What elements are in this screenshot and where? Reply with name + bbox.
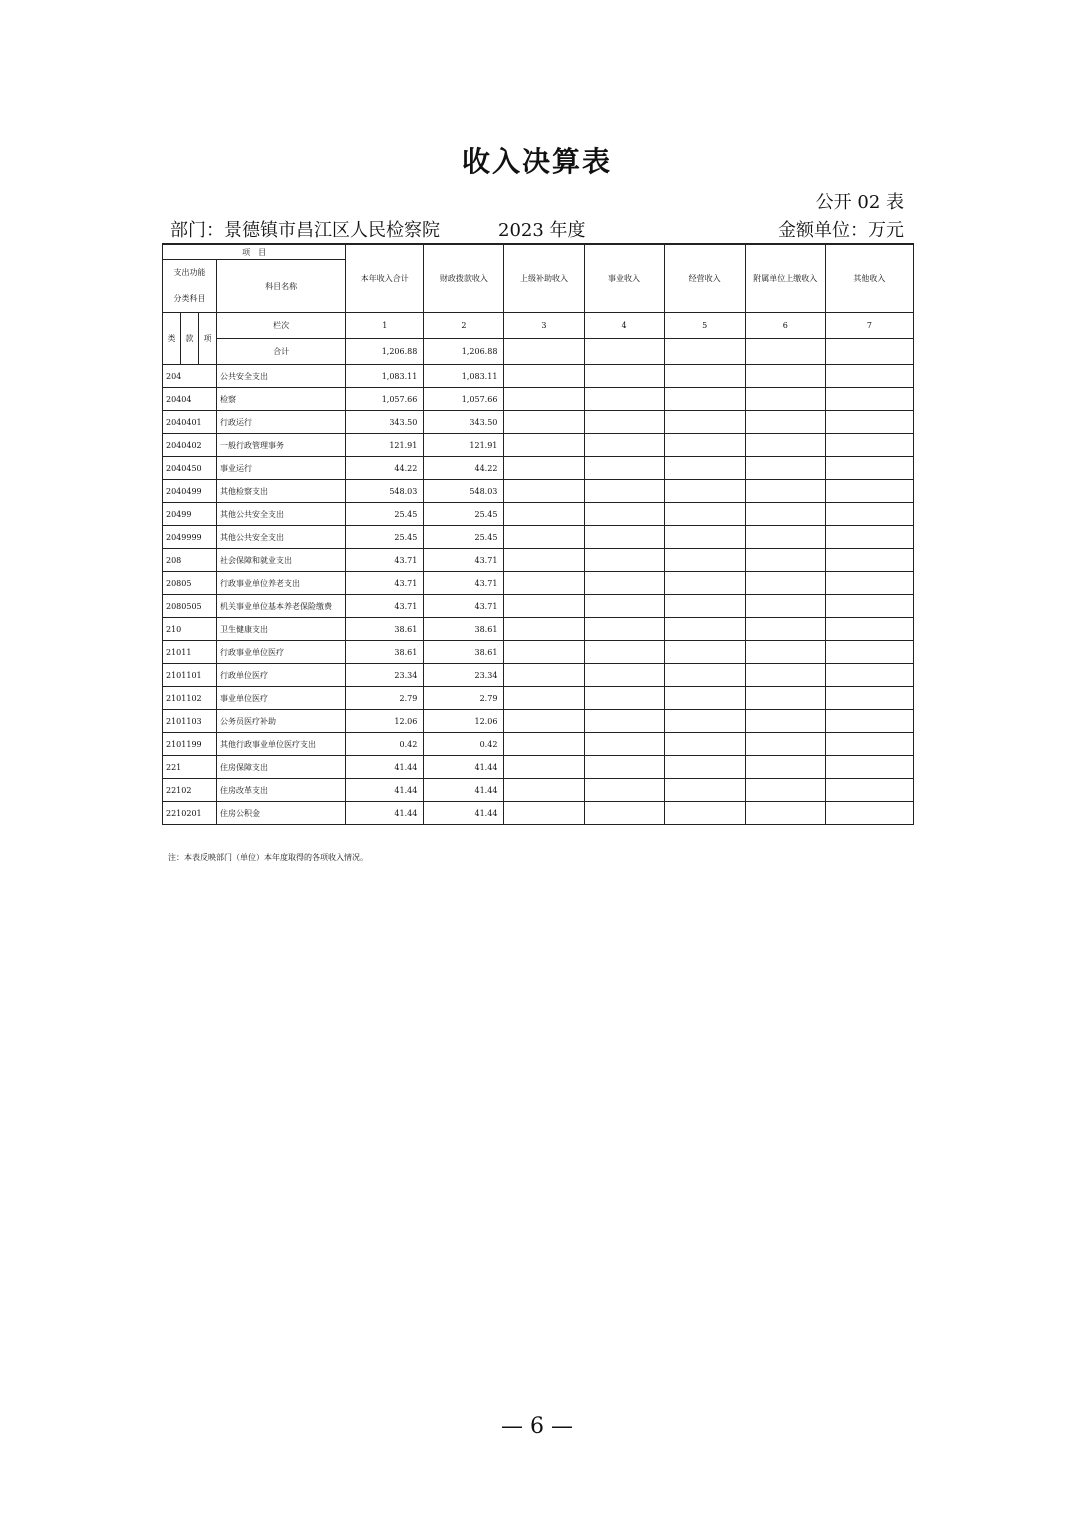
empty-cell xyxy=(825,618,913,641)
empty-cell xyxy=(745,641,825,664)
empty-cell xyxy=(825,779,913,802)
empty-cell xyxy=(584,434,664,457)
row-total: 43.71 xyxy=(346,572,424,595)
empty-cell xyxy=(825,365,913,388)
row-name: 其他公共安全支出 xyxy=(217,503,346,526)
col-number: 3 xyxy=(504,313,584,339)
row-fiscal: 1,083.11 xyxy=(424,365,504,388)
table-row xyxy=(163,779,914,802)
row-total: 1,057.66 xyxy=(346,388,424,411)
empty-cell xyxy=(825,549,913,572)
row-name: 其他公共安全支出 xyxy=(217,526,346,549)
empty-cell xyxy=(584,411,664,434)
empty-cell xyxy=(584,388,664,411)
row-name: 事业单位医疗 xyxy=(217,687,346,710)
department: 部门：景德镇市昌江区人民检察院 xyxy=(170,220,440,241)
empty-cell xyxy=(584,756,664,779)
row-fiscal: 25.45 xyxy=(424,526,504,549)
table-note: 注：本表反映部门（单位）本年度取得的各项收入情况。 xyxy=(168,853,368,862)
header-item: 项 目 xyxy=(163,244,346,260)
row-code: 2101102 xyxy=(163,687,217,710)
empty-cell xyxy=(745,756,825,779)
table-row xyxy=(163,503,914,526)
empty-cell xyxy=(504,503,584,526)
empty-cell xyxy=(584,526,664,549)
row-name: 机关事业单位基本养老保险缴费 xyxy=(217,595,346,618)
func-class-line2: 分类科目 xyxy=(173,294,206,303)
empty-cell xyxy=(745,339,825,365)
empty-cell xyxy=(664,388,745,411)
empty-cell xyxy=(504,618,584,641)
row-code: 204 xyxy=(163,365,217,388)
row-fiscal: 41.44 xyxy=(424,802,504,825)
empty-cell xyxy=(745,572,825,595)
row-fiscal: 43.71 xyxy=(424,572,504,595)
page-number: — 6 — xyxy=(501,1414,573,1439)
table-row xyxy=(163,733,914,756)
empty-cell xyxy=(745,526,825,549)
empty-cell xyxy=(745,388,825,411)
row-total: 41.44 xyxy=(346,802,424,825)
row-name: 检察 xyxy=(217,388,346,411)
empty-cell xyxy=(504,365,584,388)
table-row xyxy=(163,365,914,388)
row-fiscal: 38.61 xyxy=(424,618,504,641)
empty-cell xyxy=(745,733,825,756)
row-code: 2040402 xyxy=(163,434,217,457)
empty-cell xyxy=(825,595,913,618)
empty-cell xyxy=(504,572,584,595)
empty-cell xyxy=(745,802,825,825)
row-total: 25.45 xyxy=(346,526,424,549)
row-name: 住房公积金 xyxy=(217,802,346,825)
empty-cell xyxy=(825,687,913,710)
table-row xyxy=(163,687,914,710)
row-name: 卫生健康支出 xyxy=(217,618,346,641)
col-number: 2 xyxy=(424,313,504,339)
form-number: 公开 02 表 xyxy=(815,192,904,213)
empty-cell xyxy=(664,549,745,572)
col-number: 1 xyxy=(346,313,424,339)
row-total: 41.44 xyxy=(346,779,424,802)
empty-cell xyxy=(504,664,584,687)
empty-cell xyxy=(825,411,913,434)
row-code: 21011 xyxy=(163,641,217,664)
empty-cell xyxy=(504,434,584,457)
row-total: 38.61 xyxy=(346,641,424,664)
empty-cell xyxy=(584,457,664,480)
table-row xyxy=(163,710,914,733)
empty-cell xyxy=(664,457,745,480)
empty-cell xyxy=(504,526,584,549)
row-code: 2101101 xyxy=(163,664,217,687)
row-total: 12.06 xyxy=(346,710,424,733)
row-name: 住房改革支出 xyxy=(217,779,346,802)
col-number: 4 xyxy=(584,313,664,339)
empty-cell xyxy=(664,572,745,595)
row-fiscal: 0.42 xyxy=(424,733,504,756)
col-header: 事业收入 xyxy=(584,244,664,313)
total-value: 1,206.88 xyxy=(346,339,424,365)
empty-cell xyxy=(745,549,825,572)
empty-cell xyxy=(504,549,584,572)
row-code: 2210201 xyxy=(163,802,217,825)
empty-cell xyxy=(825,733,913,756)
empty-cell xyxy=(584,365,664,388)
table-row xyxy=(163,595,914,618)
empty-cell xyxy=(584,618,664,641)
empty-cell xyxy=(745,710,825,733)
empty-cell xyxy=(664,802,745,825)
page-title: 收入决算表 xyxy=(461,145,612,178)
table-row xyxy=(163,457,914,480)
empty-cell xyxy=(825,434,913,457)
row-fiscal: 1,057.66 xyxy=(424,388,504,411)
row-fiscal: 43.71 xyxy=(424,549,504,572)
fiscal-year: 2023 年度 xyxy=(498,220,586,241)
row-name: 社会保障和就业支出 xyxy=(217,549,346,572)
empty-cell xyxy=(584,664,664,687)
table-row xyxy=(163,572,914,595)
empty-cell xyxy=(825,503,913,526)
empty-cell xyxy=(584,549,664,572)
empty-cell xyxy=(504,641,584,664)
empty-cell xyxy=(504,756,584,779)
empty-cell xyxy=(584,595,664,618)
row-name: 其他检察支出 xyxy=(217,480,346,503)
row-fiscal: 121.91 xyxy=(424,434,504,457)
row-code: 2101103 xyxy=(163,710,217,733)
empty-cell xyxy=(664,503,745,526)
table-row xyxy=(163,526,914,549)
empty-cell xyxy=(825,756,913,779)
row-code: 208 xyxy=(163,549,217,572)
kuan-header: 款 xyxy=(181,313,199,365)
empty-cell xyxy=(664,779,745,802)
row-fiscal: 41.44 xyxy=(424,779,504,802)
empty-cell xyxy=(504,595,584,618)
empty-cell xyxy=(664,618,745,641)
table-row xyxy=(163,434,914,457)
empty-cell xyxy=(584,802,664,825)
row-fiscal: 41.44 xyxy=(424,756,504,779)
table-row xyxy=(163,411,914,434)
row-code: 2040401 xyxy=(163,411,217,434)
empty-cell xyxy=(825,641,913,664)
table-row xyxy=(163,480,914,503)
row-code: 20499 xyxy=(163,503,217,526)
empty-cell xyxy=(504,710,584,733)
row-name: 住房保障支出 xyxy=(217,756,346,779)
empty-cell xyxy=(825,480,913,503)
empty-cell xyxy=(825,457,913,480)
empty-cell xyxy=(825,388,913,411)
row-code: 2040450 xyxy=(163,457,217,480)
col-number: 5 xyxy=(664,313,745,339)
row-total: 343.50 xyxy=(346,411,424,434)
empty-cell xyxy=(745,618,825,641)
row-total: 1,083.11 xyxy=(346,365,424,388)
col-number: 7 xyxy=(825,313,913,339)
lanci-label: 栏次 xyxy=(217,313,346,339)
col-header: 财政拨款收入 xyxy=(424,244,504,313)
col-number: 6 xyxy=(745,313,825,339)
empty-cell xyxy=(664,480,745,503)
col-header: 上级补助收入 xyxy=(504,244,584,313)
row-fiscal: 2.79 xyxy=(424,687,504,710)
row-fiscal: 43.71 xyxy=(424,595,504,618)
table-row xyxy=(163,549,914,572)
row-total: 41.44 xyxy=(346,756,424,779)
empty-cell xyxy=(745,595,825,618)
empty-cell xyxy=(504,802,584,825)
empty-cell xyxy=(745,664,825,687)
row-fiscal: 343.50 xyxy=(424,411,504,434)
row-fiscal: 12.06 xyxy=(424,710,504,733)
col-header: 本年收入合计 xyxy=(346,244,424,313)
row-name: 行政运行 xyxy=(217,411,346,434)
empty-cell xyxy=(504,388,584,411)
row-code: 2049999 xyxy=(163,526,217,549)
row-code: 2080505 xyxy=(163,595,217,618)
row-name: 行政事业单位医疗 xyxy=(217,641,346,664)
empty-cell xyxy=(664,526,745,549)
row-name: 其他行政事业单位医疗支出 xyxy=(217,733,346,756)
empty-cell xyxy=(584,572,664,595)
empty-cell xyxy=(584,339,664,365)
empty-cell xyxy=(664,641,745,664)
table-row xyxy=(163,664,914,687)
empty-cell xyxy=(584,641,664,664)
empty-cell xyxy=(584,687,664,710)
row-code: 20404 xyxy=(163,388,217,411)
empty-cell xyxy=(504,687,584,710)
empty-cell xyxy=(664,365,745,388)
empty-cell xyxy=(664,733,745,756)
empty-cell xyxy=(745,480,825,503)
row-name: 一般行政管理事务 xyxy=(217,434,346,457)
row-name: 行政单位医疗 xyxy=(217,664,346,687)
empty-cell xyxy=(745,434,825,457)
empty-cell xyxy=(745,503,825,526)
empty-cell xyxy=(664,411,745,434)
row-total: 121.91 xyxy=(346,434,424,457)
total-value: 1,206.88 xyxy=(424,339,504,365)
row-code: 20805 xyxy=(163,572,217,595)
row-name: 事业运行 xyxy=(217,457,346,480)
lei-header: 类 xyxy=(163,313,181,365)
func-class-line1: 支出功能 xyxy=(173,268,206,277)
row-name: 公共安全支出 xyxy=(217,365,346,388)
col-header: 经营收入 xyxy=(664,244,745,313)
empty-cell xyxy=(664,595,745,618)
row-total: 44.22 xyxy=(346,457,424,480)
income-table xyxy=(162,243,914,825)
row-name: 行政事业单位养老支出 xyxy=(217,572,346,595)
empty-cell xyxy=(825,526,913,549)
empty-cell xyxy=(745,365,825,388)
col-header: 其他收入 xyxy=(825,244,913,313)
row-code: 2040499 xyxy=(163,480,217,503)
empty-cell xyxy=(664,710,745,733)
row-fiscal: 44.22 xyxy=(424,457,504,480)
empty-cell xyxy=(504,457,584,480)
row-code: 210 xyxy=(163,618,217,641)
empty-cell xyxy=(504,411,584,434)
empty-cell xyxy=(584,503,664,526)
row-total: 548.03 xyxy=(346,480,424,503)
row-code: 221 xyxy=(163,756,217,779)
row-total: 43.71 xyxy=(346,595,424,618)
row-code: 22102 xyxy=(163,779,217,802)
row-total: 2.79 xyxy=(346,687,424,710)
col-header: 附属单位上缴收入 xyxy=(745,244,825,313)
empty-cell xyxy=(584,710,664,733)
row-code: 2101199 xyxy=(163,733,217,756)
empty-cell xyxy=(504,733,584,756)
table-row xyxy=(163,802,914,825)
empty-cell xyxy=(504,480,584,503)
subject-name-header: 科目名称 xyxy=(217,260,346,313)
row-total: 38.61 xyxy=(346,618,424,641)
empty-cell xyxy=(664,664,745,687)
empty-cell xyxy=(664,756,745,779)
table-row xyxy=(163,756,914,779)
empty-cell xyxy=(664,339,745,365)
empty-cell xyxy=(504,339,584,365)
func-class-header xyxy=(163,260,217,313)
empty-cell xyxy=(825,802,913,825)
empty-cell xyxy=(825,710,913,733)
table-row xyxy=(163,618,914,641)
xiang-header: 项 xyxy=(199,313,217,365)
empty-cell xyxy=(745,779,825,802)
row-total: 0.42 xyxy=(346,733,424,756)
empty-cell xyxy=(664,687,745,710)
total-label: 合计 xyxy=(217,339,346,365)
table-row xyxy=(163,641,914,664)
table-row xyxy=(163,388,914,411)
empty-cell xyxy=(584,779,664,802)
empty-cell xyxy=(584,480,664,503)
row-fiscal: 23.34 xyxy=(424,664,504,687)
row-fiscal: 38.61 xyxy=(424,641,504,664)
empty-cell xyxy=(825,339,913,365)
empty-cell xyxy=(745,457,825,480)
empty-cell xyxy=(745,411,825,434)
row-fiscal: 548.03 xyxy=(424,480,504,503)
empty-cell xyxy=(504,779,584,802)
empty-cell xyxy=(745,687,825,710)
row-name: 公务员医疗补助 xyxy=(217,710,346,733)
amount-unit: 金额单位：万元 xyxy=(778,220,904,241)
empty-cell xyxy=(825,572,913,595)
row-total: 25.45 xyxy=(346,503,424,526)
empty-cell xyxy=(664,434,745,457)
row-fiscal: 25.45 xyxy=(424,503,504,526)
empty-cell xyxy=(825,664,913,687)
row-total: 23.34 xyxy=(346,664,424,687)
row-total: 43.71 xyxy=(346,549,424,572)
empty-cell xyxy=(584,733,664,756)
